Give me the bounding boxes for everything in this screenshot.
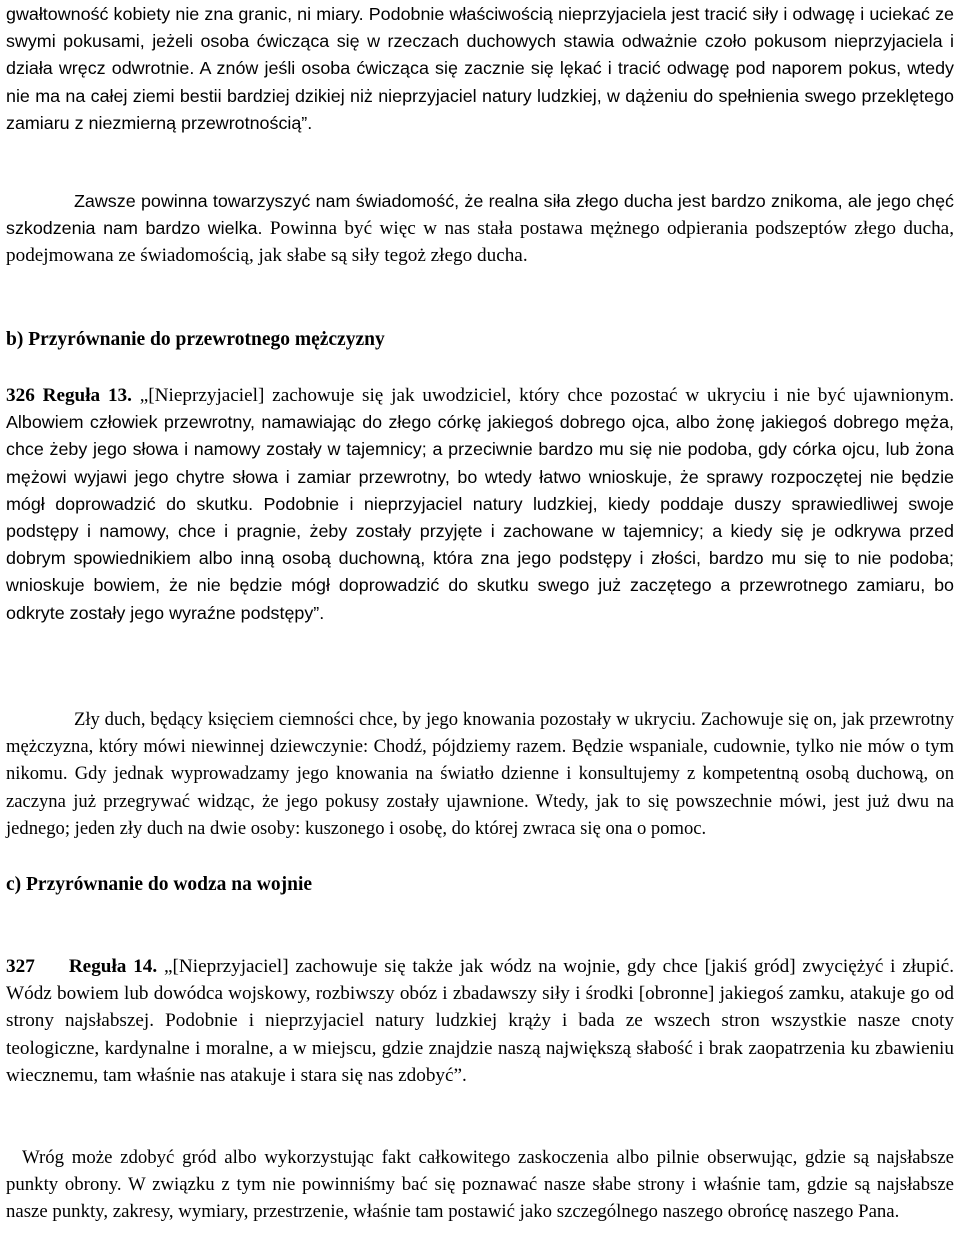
section-heading-b [6, 326, 954, 353]
rule-14-number: 327 Reguła 14. [6, 956, 158, 977]
paragraph-1-part-b: Podobnie właściwością nieprzyjaciela jest tracić siły i odwagę i uciekać ze swymi pokusami, jeżeli osoba ćwicząca się w rzeczach duchowych stawia odważnie czoło pokusom nieprzyjaciela i działa wręcz odwrotnie. A znów jeśli osoba ćwicząca się zacznie się lękać i tracić odwagę pod naporem pokus, wtedy nie ma na całej ziemi bestii bardziej dzikiej niż nieprzyjaciel natury ludzkiej, w dążeniu do spełnienia swego przeklętego zamiaru z niezmierną przewrotnością”. [6, 4, 955, 133]
paragraph-3-text [6, 382, 954, 627]
paragraph-2-part-a: Zawsze powinna towarzyszyć nam świadomość, że realna siła złego ducha jest bardzo znikoma, ale jego chęć szkodzenia nam bardzo wielka. [6, 191, 954, 239]
paragraph-3 [6, 382, 954, 627]
paragraph-1-part-a: gwałtowność kobiety nie zna granic, ni miary. [6, 4, 369, 24]
paragraph-1-text [6, 1, 954, 137]
paragraph-6 [6, 1144, 954, 1226]
paragraph-4-text: Zły duch, będący księciem ciemności chce, by jego knowania pozostały w ukryciu. Zachowuje się on, jak przewrotny mężczyzna, który mówi niewinnej dziewczynie: Chodź, pójdziemy razem. Będzie wspaniale, cudownie, tylko nie mów o tym nikomu. Gdy jednak wyprowadzamy jego knowania na światło dzienne i konsultujemy z kompetentną osobą duchową, on zaczyna już przegrywać widząc, że jego pokusy zostały ujawnione. Wtedy, jak to się powszechnie mówi, jest już dwu na jednego; jeden zły duch na dwie osoby: kuszonego i osobę, do której zwraca się ona o pomoc. [6, 709, 954, 839]
section-heading-b-text: b) Przyrównanie do przewrotnego mężczyzny [6, 329, 385, 350]
paragraph-5 [6, 953, 954, 1089]
paragraph-2-text [6, 188, 954, 270]
paragraph-2 [6, 188, 954, 270]
paragraph-4 [6, 706, 954, 842]
rule-14-quote: „[Nieprzyjaciel] zachowuje się także jak wódz na wojnie, gdy chce [jakiś gród] zwyciężyć i złupić. Wódz bowiem lub dowódca wojskowy, rozbiwszy obóz i zbadawszy siły i środki [obronne] jakiegoś zamku, atakuje go od strony najsłabszej. Podobnie i nieprzyjaciel natury ludzkiej krąży i bada ze wszech stron wszystkie nasze cnoty teologiczne, kardynalne i moralne, a w miejscu, gdzie znajdzie naszą największą słabość i brak zaopatrzenia ku zbawieniu wiecznemu, tam właśnie nas atakuje i stara się nas zdobyć”. [6, 956, 954, 1086]
paragraph-6-text: Wróg może zdobyć gród albo wykorzystując fakt całkowitego zaskoczenia albo pilnie obserwując, gdzie są najsłabsze punkty obrony. W związku z tym nie powinniśmy bać się poznawać nasze słabe strony i właśnie tam, gdzie są najsłabsze nasze punkty, zakresy, wymiary, przestrzenie, właśnie tam postawić jako szczególnego naszego obrońcę naszego Pana. [6, 1147, 954, 1223]
rule-13-number: 326 Reguła 13. [6, 385, 132, 406]
rule-13-quote-a: „[Nieprzyjaciel] zachowuje się jak uwodziciel, który chce pozostać w ukryciu i nie być ujawnionym. [131, 385, 955, 406]
section-heading-c-text: c) Przyrównanie do wodza na wojnie [6, 874, 313, 895]
paragraph-1 [6, 1, 954, 137]
rule-13-quote-b: Albowiem człowiek przewrotny, namawiając do złego córkę jakiegoś dobrego ojca, albo żonę jakiegoś dobrego męża, chce żeby jego słowa i namowy zostały w tajemnicy; a przeciwnie bardzo mu się nie podoba, gdy córka ojcu, lub żona mężowi wyjawi jego chytre słowa i zamiar przewrotny, bo wtedy łatwo wnioskuje, że sprawy rozpoczętej nie będzie mógł doprowadzić do skutku. [6, 412, 954, 514]
paragraph-2-part-b: Powinna być więc w nas stała postawa mężnego odpierania podszeptów złego ducha, podejmowana ze świadomością, jak słabe są siły tegoż złego ducha. [6, 218, 954, 267]
paragraph-5-text [6, 953, 954, 1089]
section-heading-c [6, 871, 954, 898]
rule-13-quote-c: Podobnie i nieprzyjaciel natury ludzkiej, kiedy poddaje duszy sprawiedliwej swoje podstępy i namowy, chce i pragnie, żeby zostały przyjęte i zachowane w tajemnicy; a kiedy się je odkrywa przed dobrym spowiednikiem albo inną osobą duchowną, która zna jego podstępy i złości, bardzo mu się to nie podoba; wnioskuje bowiem, że nie będzie mógł doprowadzić do skutku swego już zaczętego a przewrotnego zamiaru, bo odkryte zostały jego wyraźne podstępy”. [6, 493, 954, 623]
